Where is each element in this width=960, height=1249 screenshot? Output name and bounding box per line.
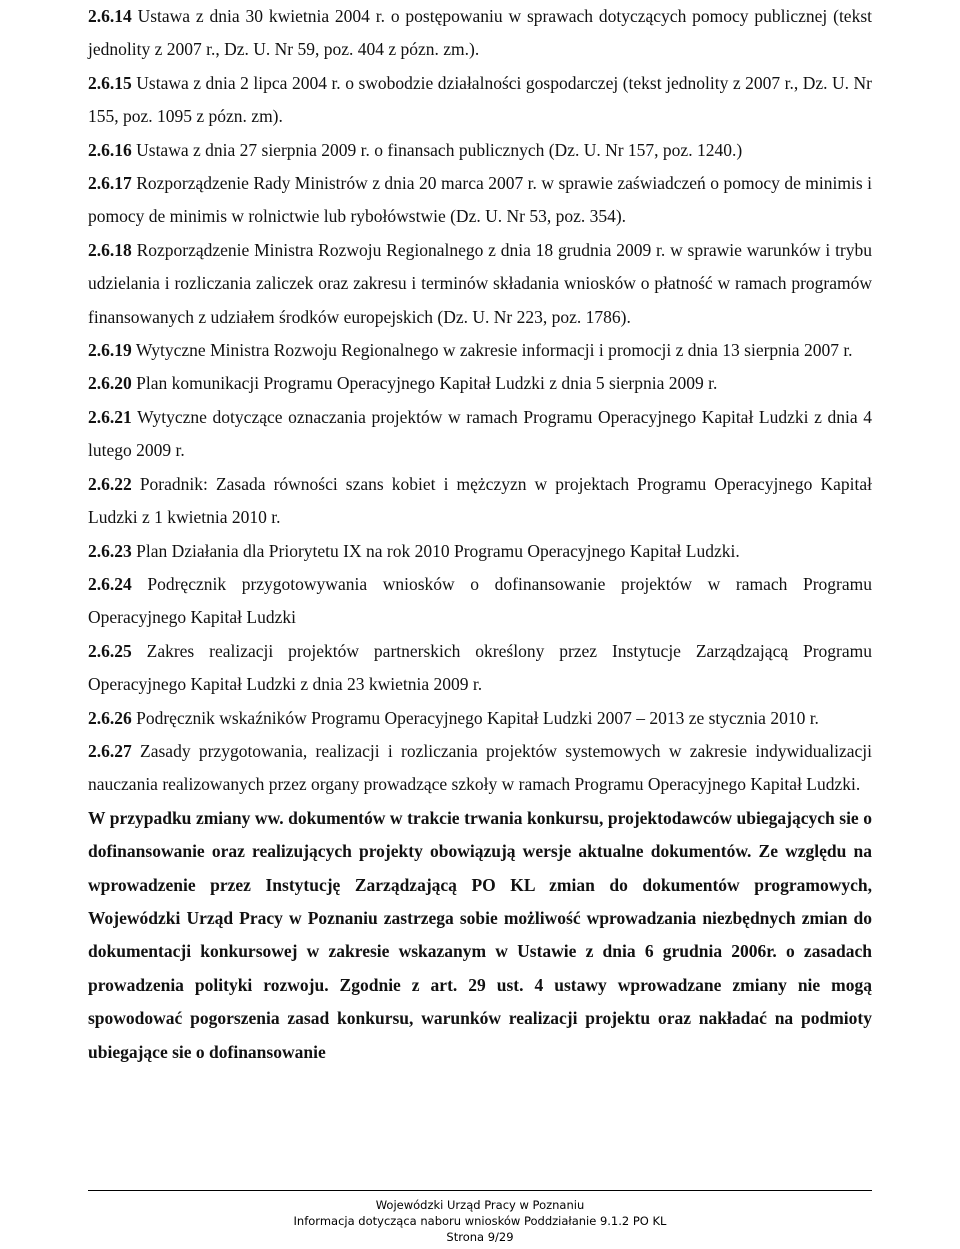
list-item (88, 568, 872, 635)
footer-institution: Wojewódzki Urząd Pracy w Poznaniu (375, 1198, 585, 1212)
list-item (88, 134, 872, 167)
item-number: 2.6.25 (88, 640, 132, 661)
item-number: 2.6.16 (88, 139, 132, 160)
item-text: Ustawa z dnia 30 kwietnia 2004 r. o postępowaniu w sprawach dotyczących pomocy publicznej (tekst jednolity z 2007 r., Dz. U. Nr 59, poz. 404 z pózn. zm.). (88, 6, 872, 60)
list-item (88, 67, 872, 134)
item-text: Rozporządzenie Ministra Rozwoju Regionalnego z dnia 18 grudnia 2009 r. w sprawie warunków i trybu udzielania i rozliczania zaliczek oraz zakresu i terminów składania wniosków o płatność w ramach programów finansowanych z udziałem środków europejskich (Dz. U. Nr 223, poz. 1786). (88, 239, 873, 327)
document-body (88, 0, 872, 1069)
item-text: Wytyczne dotyczące oznaczania projektów w ramach Programu Operacyjnego Kapitał Ludzki z dnia 4 lutego 2009 r. (88, 406, 872, 461)
item-text: Ustawa z dnia 2 lipca 2004 r. o swobodzie działalności gospodarczej (tekst jednolity z 2007 r., Dz. U. Nr 155, poz. 1095 z pózn. zm). (88, 72, 872, 127)
item-number: 2.6.22 (88, 473, 132, 494)
page-footer (0, 1197, 960, 1245)
item-text: Ustawa z dnia 27 sierpnia 2009 r. o finansach publicznych (Dz. U. Nr 157, poz. 1240.) (136, 139, 743, 160)
footer-divider (88, 1190, 872, 1191)
list-item (88, 334, 872, 367)
item-number: 2.6.18 (88, 239, 132, 260)
list-item (88, 702, 872, 735)
item-number: 2.6.17 (88, 173, 132, 194)
item-number: 2.6.19 (88, 340, 132, 361)
item-number: 2.6.14 (88, 6, 132, 26)
item-text: Podręcznik przygotowywania wniosków o dofinansowanie projektów w ramach Programu Operacyjnego Kapitał Ludzki (88, 573, 872, 628)
list-item (88, 535, 872, 568)
item-text: Zasady przygotowania, realizacji i rozliczania projektów systemowych w zakresie indywidualizacji nauczania realizowanych przez organy prowadzące szkoły w ramach Programu Operacyjnego Kapitał Ludzki. (88, 740, 872, 795)
list-item (88, 735, 872, 802)
item-number: 2.6.27 (88, 740, 132, 761)
list-item (88, 0, 872, 67)
item-number: 2.6.20 (88, 373, 132, 394)
item-text: Podręcznik wskaźników Programu Operacyjnego Kapitał Ludzki 2007 – 2013 ze stycznia 2010 r. (136, 707, 819, 728)
item-text: Poradnik: Zasada równości szans kobiet i mężczyzn w projektach Programu Operacyjnego Kapitał Ludzki z 1 kwietnia 2010 r. (88, 473, 872, 528)
item-number: 2.6.23 (88, 540, 132, 561)
item-number: 2.6.15 (88, 72, 132, 93)
list-item (88, 167, 872, 234)
item-text: Plan Działania dla Priorytetu IX na rok 2010 Programu Operacyjnego Kapitał Ludzki. (136, 540, 740, 561)
bold-notice-paragraph: W przypadku zmiany ww. dokumentów w trakcie trwania konkursu, projektodawców ubiegających sie o dofinansowanie oraz realizujących projekty obowiązują wersje aktualne dokumentów. Ze względu na wprowadzenie przez Instytucję Zarządzającą PO KL zmian do dokumentów programowych, Wojewódzki Urząd Pracy w Poznaniu zastrzega sobie możliwość wprowadzania niezbędnych zmian do dokumentacji konkursowej w zakresie wskazanym w Ustawie z dnia 6 grudnia 2006r. o zasadach prowadzenia polityki rozwoju. Zgodnie z art. 29 ust. 4 ustawy wprowadzane zmiany nie mogą spowodować pogorszenia zasad konkursu, warunków realizacji projektu oraz nakładać na podmioty ubiegające sie o dofinansowanie (88, 807, 872, 1062)
item-number: 2.6.26 (88, 707, 132, 728)
list-item (88, 234, 872, 334)
list-item (88, 635, 872, 702)
item-number: 2.6.21 (88, 406, 132, 427)
page-number: Strona 9/29 (446, 1230, 514, 1244)
list-item (88, 468, 872, 535)
footer-description: Informacja dotycząca naboru wniosków Poddziałanie 9.1.2 PO KL (293, 1214, 667, 1228)
list-item (88, 401, 872, 468)
item-text: Plan komunikacji Programu Operacyjnego Kapitał Ludzki z dnia 5 sierpnia 2009 r. (136, 373, 718, 394)
item-text: Rozporządzenie Rady Ministrów z dnia 20 marca 2007 r. w sprawie zaświadczeń o pomocy de minimis i pomocy de minimis w rolnictwie lub rybołówstwie (Dz. U. Nr 53, poz. 354). (88, 173, 872, 227)
list-item (88, 367, 872, 400)
item-text: Wytyczne Ministra Rozwoju Regionalnego w zakresie informacji i promocji z dnia 13 sierpnia 2007 r. (135, 340, 853, 361)
item-number: 2.6.24 (88, 573, 132, 594)
item-text: Zakres realizacji projektów partnerskich określony przez Instytucje Zarządzającą Programu Operacyjnego Kapitał Ludzki z dnia 23 kwietnia 2009 r. (88, 640, 872, 695)
